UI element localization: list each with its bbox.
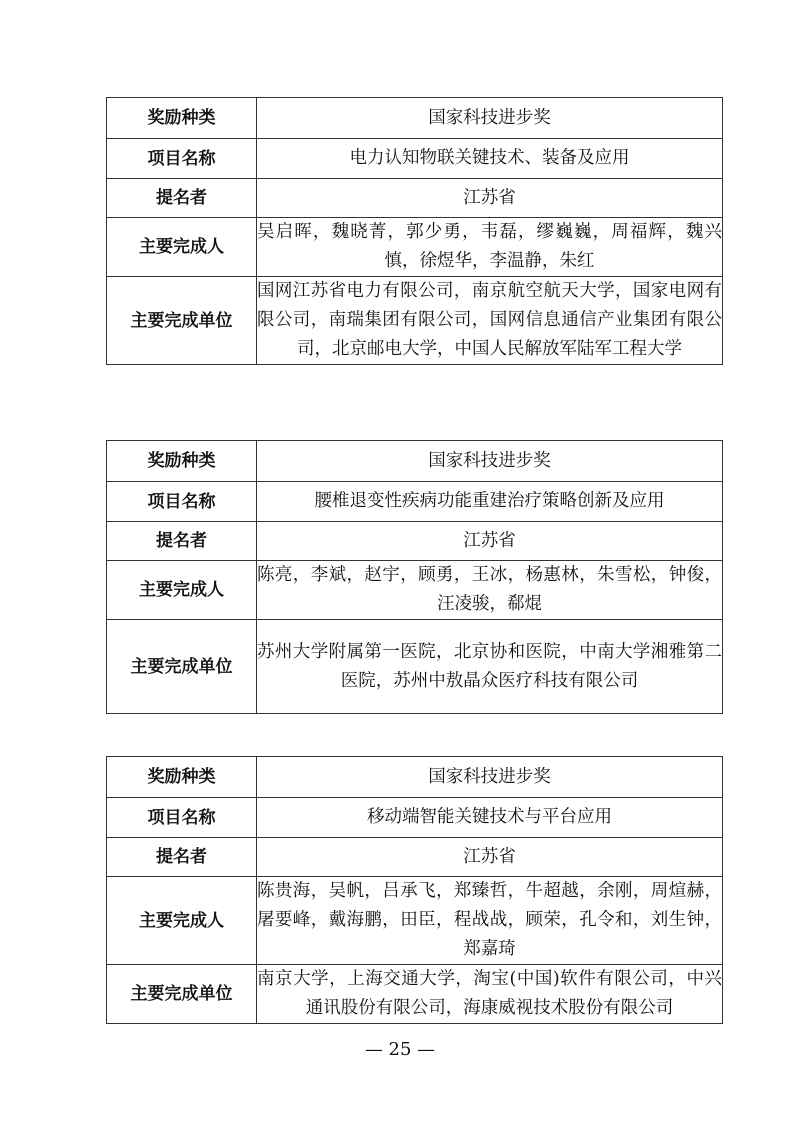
row-project-name (107, 798, 723, 838)
main-units-label: 主要完成单位 (107, 277, 257, 365)
row-main-units (107, 277, 723, 365)
project-name-label: 项目名称 (107, 482, 257, 522)
nominator-label: 提名者 (107, 179, 257, 218)
nominator-value: 江苏省 (257, 522, 723, 561)
main-people-value: 陈贵海，吴帆，吕承飞，郑臻哲，牛超越，余刚，周煊赫，屠要峰，戴海鹏，田臣，程战战，顾荣，孔令和，刘生钟，郑嘉琦 (257, 877, 723, 965)
project-name-label: 项目名称 (107, 798, 257, 838)
row-main-units (107, 965, 723, 1024)
row-main-people (107, 561, 723, 620)
row-main-people (107, 218, 723, 277)
main-units-value: 南京大学，上海交通大学，淘宝(中国)软件有限公司，中兴通讯股份有限公司，海康威视技术股份有限公司 (257, 965, 723, 1024)
project-name-value: 电力认知物联关键技术、装备及应用 (257, 139, 723, 179)
row-main-people (107, 877, 723, 965)
row-project-name (107, 139, 723, 179)
award-type-label: 奖励种类 (107, 757, 257, 798)
page-number: — 25 — (364, 1039, 436, 1060)
nominator-label: 提名者 (107, 838, 257, 877)
main-units-value: 国网江苏省电力有限公司，南京航空航天大学，国家电网有限公司，南瑞集团有限公司，国网信息通信产业集团有限公司，北京邮电大学，中国人民解放军陆军工程大学 (257, 277, 723, 365)
main-people-value: 吴启晖，魏晓菁，郭少勇，韦磊，缪巍巍，周福辉，魏兴慎，徐煜华，李温静，朱红 (257, 218, 723, 277)
row-project-name (107, 482, 723, 522)
award-type-value: 国家科技进步奖 (257, 757, 723, 798)
award-type-value: 国家科技进步奖 (257, 441, 723, 482)
award-table-3 (106, 756, 723, 1024)
award-type-value: 国家科技进步奖 (257, 98, 723, 139)
row-award-type (107, 757, 723, 798)
award-type-label: 奖励种类 (107, 98, 257, 139)
row-nominator (107, 522, 723, 561)
award-table-2 (106, 440, 723, 714)
main-units-label: 主要完成单位 (107, 620, 257, 714)
project-name-value: 移动端智能关键技术与平台应用 (257, 798, 723, 838)
main-units-label: 主要完成单位 (107, 965, 257, 1024)
row-award-type (107, 441, 723, 482)
nominator-value: 江苏省 (257, 179, 723, 218)
main-units-value: 苏州大学附属第一医院，北京协和医院，中南大学湘雅第二医院，苏州中敖晶众医疗科技有限公司 (257, 620, 723, 714)
row-nominator (107, 838, 723, 877)
main-people-label: 主要完成人 (107, 877, 257, 965)
award-type-label: 奖励种类 (107, 441, 257, 482)
main-people-label: 主要完成人 (107, 218, 257, 277)
main-people-label: 主要完成人 (107, 561, 257, 620)
award-table-1 (106, 97, 723, 365)
row-award-type (107, 98, 723, 139)
project-name-value: 腰椎退变性疾病功能重建治疗策略创新及应用 (257, 482, 723, 522)
nominator-label: 提名者 (107, 522, 257, 561)
row-main-units (107, 620, 723, 714)
project-name-label: 项目名称 (107, 139, 257, 179)
nominator-value: 江苏省 (257, 838, 723, 877)
main-people-value: 陈亮，李斌，赵宇，顾勇，王冰，杨惠林，朱雪松，钟俊，汪凌骏，郗焜 (257, 561, 723, 620)
row-nominator (107, 179, 723, 218)
